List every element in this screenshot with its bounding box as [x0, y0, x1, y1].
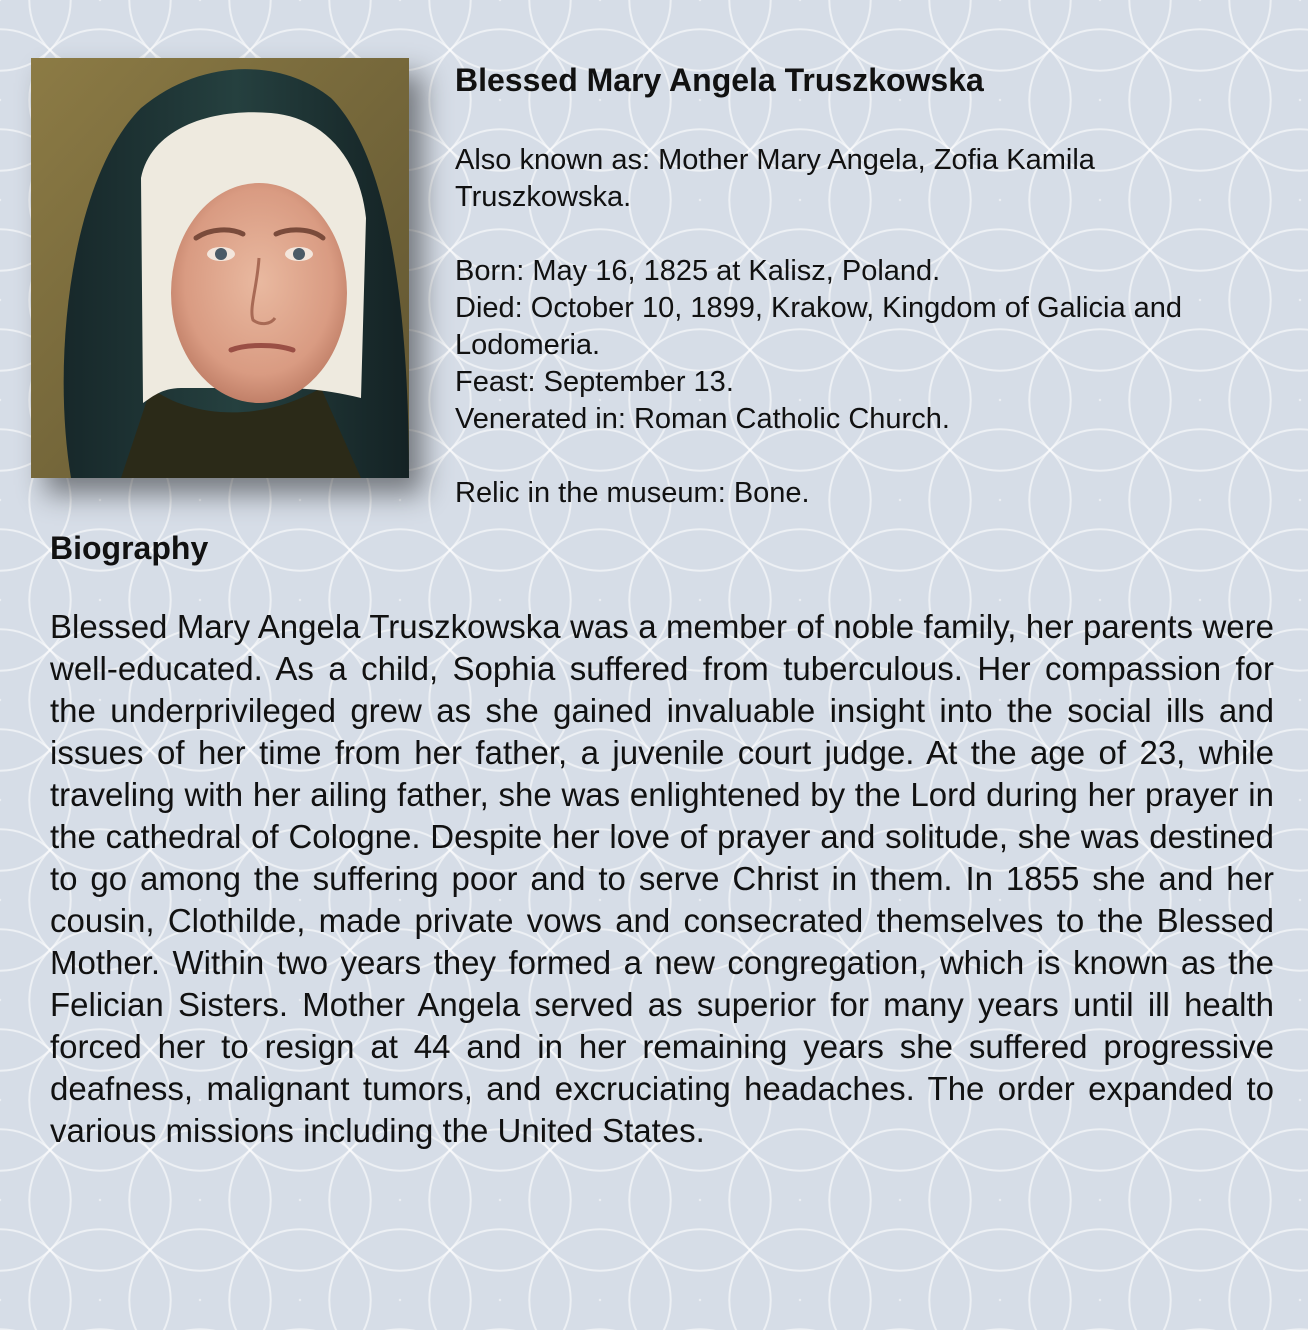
biography-section [50, 528, 1274, 1152]
page-title: Blessed Mary Angela Truszkowska [455, 62, 984, 98]
portrait-of-nun-icon [31, 58, 409, 478]
venerated-info: Venerated in: Roman Catholic Church. [455, 403, 950, 435]
biography-heading: Biography [50, 530, 209, 566]
died-info: Died: October 10, 1899, Krakow, Kingdom of Galicia and Lodomeria. [455, 292, 1183, 361]
also-known-as: Also known as: Mother Mary Angela, Zofia Kamila Truszkowska. [455, 144, 1095, 213]
portrait-image [31, 58, 409, 478]
feast-info: Feast: September 13. [455, 366, 734, 398]
saint-info [455, 62, 1215, 512]
relic-info: Relic in the museum: Bone. [455, 477, 810, 509]
biography-text: Blessed Mary Angela Truszkowska was a member of noble family, her parents were well-educated. As a child, Sophia suffered from tuberculous. Her compassion for the underprivileged grew as she gained invaluable insight into the social ills and issues of her time from her father, a juvenile court judge. At the age of 23, while traveling with her ailing father, she was enlightened by the Lord during her prayer in the cathedral of Cologne. Despite her love of prayer and solitude, she was destined to go among the suffering poor and to serve Christ in them. In 1855 she and her cousin, Clothilde, made private vows and consecrated themselves to the Blessed Mother. Within two years they formed a new congregation, which is known as the Felician Sisters. Mother Angela served as superior for many years until ill health forced her to resign at 44 and in her remaining years she suffered progressive deafness, malignant tumors, and excruciating headaches. The order expanded to various missions including the United States. [50, 608, 1274, 1149]
born-info: Born: May 16, 1825 at Kalisz, Poland. [455, 255, 941, 287]
